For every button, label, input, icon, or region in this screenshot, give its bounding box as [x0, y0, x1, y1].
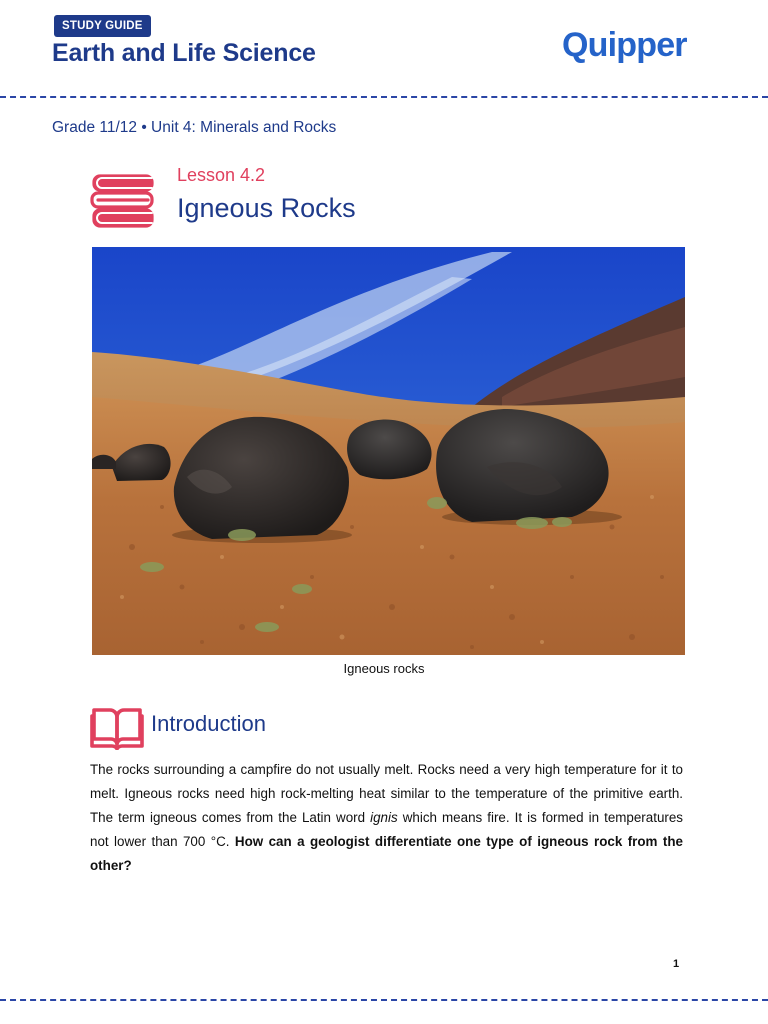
top-dashed-divider — [0, 96, 768, 98]
lesson-number: Lesson 4.2 — [177, 165, 266, 185]
intro-text-part-1: The rocks surrounding a campfire do not usually melt. Rocks need a very high temperature for it to melt. Igneous rocks need high rock-melting heat similar to the temperature of the primitive earth. The term igneous comes from the Latin word — [90, 762, 683, 825]
books-stack-icon — [88, 172, 158, 230]
brand-logo: Quipper — [562, 26, 687, 64]
photo-caption: Igneous rocks — [343, 661, 425, 676]
open-book-icon — [90, 704, 144, 750]
introduction-paragraph — [90, 758, 683, 878]
subject-title: Earth and Life Science — [52, 39, 316, 67]
introduction-heading: Introduction — [151, 711, 266, 736]
study-guide-badge: STUDY GUIDE — [54, 15, 151, 37]
igneous-rocks-photo — [92, 247, 685, 655]
intro-italic-word: ignis — [370, 810, 398, 825]
lesson-title: Igneous Rocks — [177, 193, 356, 223]
page-number: 1 — [673, 958, 680, 970]
intro-guiding-question: How can a geologist differentiate one type of igneous rock from the other? — [90, 834, 683, 873]
bottom-dashed-divider — [0, 999, 768, 1001]
intro-text-part-2: which means fire. It is formed in temperatures not lower than 700 °C. — [90, 810, 683, 849]
breadcrumb: Grade 11/12 • Unit 4: Minerals and Rocks — [52, 119, 337, 136]
